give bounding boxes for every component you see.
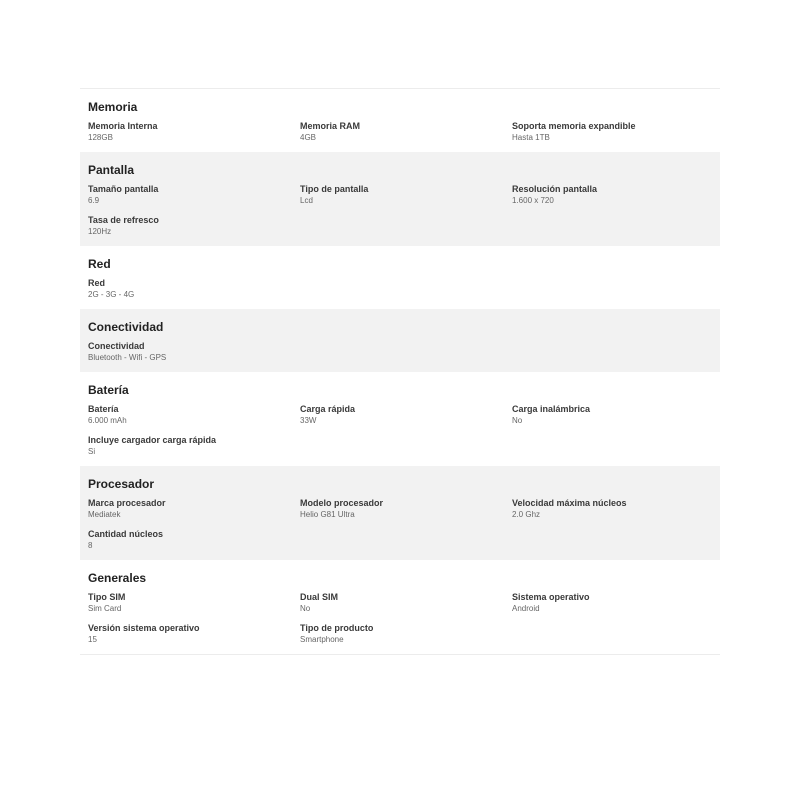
section-title: Batería <box>88 383 129 397</box>
spec-value: 2G - 3G - 4G <box>88 290 135 299</box>
spec-value: 128GB <box>88 133 113 142</box>
spec-value: No <box>300 604 311 613</box>
spec-label: Carga inalámbrica <box>512 404 591 414</box>
spec-item <box>88 497 300 521</box>
spec-label: Carga rápida <box>300 404 356 414</box>
spec-grid <box>88 340 712 364</box>
spec-value: Sim Card <box>88 604 122 613</box>
spec-label: Resolución pantalla <box>512 184 598 194</box>
spec-item <box>88 340 300 364</box>
spec-label: Tipo de producto <box>300 623 374 633</box>
section-title: Procesador <box>88 477 155 491</box>
spec-item <box>88 622 300 646</box>
spec-grid <box>88 120 712 144</box>
spec-label: Tamaño pantalla <box>88 184 159 194</box>
spec-item <box>88 403 300 427</box>
spec-label: Tasa de refresco <box>88 215 159 225</box>
spec-item <box>512 497 712 521</box>
spec-grid <box>88 183 712 238</box>
spec-value: Android <box>512 604 540 613</box>
spec-item <box>300 591 512 615</box>
spec-value: Hasta 1TB <box>512 133 550 142</box>
spec-label: Dual SIM <box>300 592 339 602</box>
spec-label: Incluye cargador carga rápida <box>88 435 217 445</box>
spec-item <box>88 434 300 458</box>
spec-item <box>512 120 712 144</box>
spec-label: Memoria Interna <box>88 121 158 131</box>
spec-value: 1.600 x 720 <box>512 196 554 205</box>
spec-label: Modelo procesador <box>300 498 384 508</box>
spec-item <box>512 591 712 615</box>
spec-value: 33W <box>300 416 317 425</box>
spec-item <box>88 183 300 207</box>
spec-label: Marca procesador <box>88 498 166 508</box>
spec-value: Bluetooth - Wifi - GPS <box>88 353 167 362</box>
spec-item <box>300 120 512 144</box>
spec-value: 6.000 mAh <box>88 416 127 425</box>
spec-value: No <box>512 416 523 425</box>
section-title: Pantalla <box>88 163 135 177</box>
spec-value: 15 <box>88 635 97 644</box>
spec-section <box>80 466 720 560</box>
section-title: Conectividad <box>88 320 164 334</box>
spec-section <box>80 560 720 654</box>
spec-label: Tipo SIM <box>88 592 126 602</box>
spec-label: Memoria RAM <box>300 121 361 131</box>
spec-item <box>88 528 300 552</box>
spec-item <box>512 403 712 427</box>
spec-item <box>88 277 300 301</box>
spec-value: 4GB <box>300 133 317 142</box>
spec-section <box>80 309 720 372</box>
spec-value: Si <box>88 447 96 456</box>
spec-grid <box>88 277 712 301</box>
section-title: Generales <box>88 571 147 585</box>
spec-item <box>88 120 300 144</box>
spec-value: Mediatek <box>88 510 121 519</box>
spec-label: Velocidad máxima núcleos <box>512 498 627 508</box>
spec-label: Tipo de pantalla <box>300 184 369 194</box>
section-title: Memoria <box>88 100 138 114</box>
spec-value: Smartphone <box>300 635 344 644</box>
spec-grid <box>88 497 712 552</box>
spec-section <box>80 372 720 466</box>
specs-table <box>80 88 720 655</box>
spec-section <box>80 89 720 152</box>
spec-item <box>88 214 300 238</box>
spec-value: 2.0 Ghz <box>512 510 541 519</box>
spec-value: Helio G81 Ultra <box>300 510 355 519</box>
spec-section <box>80 152 720 246</box>
spec-item <box>88 591 300 615</box>
spec-label: Batería <box>88 404 119 414</box>
spec-item <box>300 497 512 521</box>
spec-label: Red <box>88 278 106 288</box>
spec-label: Cantidad núcleos <box>88 529 164 539</box>
spec-item <box>300 183 512 207</box>
spec-value: 120Hz <box>88 227 112 236</box>
spec-section <box>80 246 720 309</box>
spec-label: Conectividad <box>88 341 145 351</box>
spec-item <box>512 183 712 207</box>
spec-value: 8 <box>88 541 93 550</box>
spec-label: Soporta memoria expandible <box>512 121 636 131</box>
spec-label: Versión sistema operativo <box>88 623 200 633</box>
spec-value: Lcd <box>300 196 313 205</box>
spec-label: Sistema operativo <box>512 592 590 602</box>
spec-item <box>300 622 512 646</box>
spec-grid <box>88 403 712 458</box>
spec-item <box>300 403 512 427</box>
spec-value: 6.9 <box>88 196 100 205</box>
spec-grid <box>88 591 712 646</box>
section-title: Red <box>88 257 111 271</box>
